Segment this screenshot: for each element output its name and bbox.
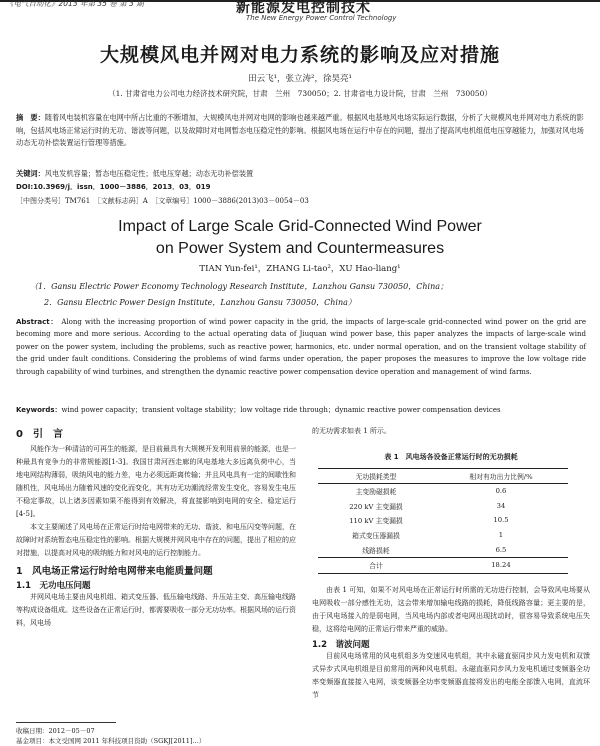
abstract-cn-label: 摘 要： — [16, 113, 45, 122]
column-title-en: The New Energy Power Control Technology — [246, 14, 397, 22]
column-title-cn: 新能源发电控制技术 — [236, 0, 371, 16]
section-1-1-continued: 由表 1 可知，如果不对风电场在正常运行时所需的无功进行控制，会导致风电场要从电网吸收一部分感性无功，这会带来增加输电线路的损耗，降低线路容量；更主要的是，由于风电场接入的是弱电网，当风电场内部或者电网出现扰动时，很容易导致系统电压失稳，这将给电网的正常运行带来严重的威胁。 — [312, 585, 590, 633]
footnote — [16, 726, 205, 746]
footnote-rule — [16, 722, 116, 723]
keywords-en — [16, 405, 586, 415]
affiliations-en — [30, 279, 590, 311]
paper-title-en — [0, 216, 600, 260]
abstract-en-label: Abstract： — [16, 318, 59, 326]
table-header-cell: 相对有功出力比例/% — [434, 469, 568, 484]
abstract-cn — [16, 112, 586, 150]
affiliation-en-1: （1．Gansu Electric Power Economy Technology Research Institute，Lanzhou Gansu 730050，China； — [30, 282, 449, 291]
abstract-en — [16, 316, 586, 378]
table-total-row — [318, 557, 568, 573]
affiliations-cn: （1. 甘肃省电力公司电力经济技术研究院，甘肃 兰州 730050；2. 甘肃省电力设计院，甘肃 兰州 730050） — [108, 89, 492, 98]
section-1-1-paragraph: 并网风电场主要由风电机组、箱式变压器、低压输电线路、升压站主变、高压输电线路等构成设备组成。这些设备在正常运行时，都需要吸收一部分无功功率。根据风场的运行资料，风电场 — [16, 593, 296, 627]
received-date: 收稿日期：2012－05－07 — [16, 727, 95, 735]
table-cell: 110 kV 主变漏损 — [349, 517, 403, 526]
right-column — [312, 425, 590, 702]
section-1-heading: 1 风电场正常运行时给电网带来电能质量问题 — [16, 566, 213, 577]
table-row — [318, 499, 568, 514]
keywords-en-label: Keywords： — [16, 406, 62, 414]
table-header-cell: 无功损耗类型 — [318, 469, 434, 484]
keywords-cn-label: 关键词： — [16, 169, 45, 178]
section-0-paragraph-2: 本文主要阐述了风电场在正常运行时给电网带来的无功、谐波、和电压闪变等问题，在故障时对系统暂态电压稳定性的影响。根据大规模并网风电中存在的问题，提出了相应的应对措施，以提高对风电的吸纳能力和对风电的运行控制能力。 — [16, 523, 296, 557]
abstract-en-text: Along with the increasing proportion of wind power capacity in the grid, the impacts of large-scale grid-connected wind power on the grid are becoming more and more serious. According to the actual operating data of Jiuquan wind power base, this paper analyzes the impacts of large-scale wind power on the power system, including the problems, such as reactive power, harmonics, etc. under normal operation, and on the transient voltage stability of the grid under fault conditions. Considering the problems of wind farms under operation, the paper proposes the measures to improve the low voltage ride through capability of wind turbines, and strengthen the dynamic reactive power compensation device operation and management of wind farms. — [16, 318, 586, 376]
section-1-1-heading: 1.1 无功电压问题 — [16, 581, 91, 591]
paper-title-en-line1: Impact of Large Scale Grid-Connected Wind Power — [118, 218, 482, 235]
table-header-row — [318, 469, 568, 484]
table-cell: 合计 — [318, 557, 434, 573]
table-cell: 10.5 — [493, 516, 509, 525]
table-intro: 的无功需求如表 1 所示。 — [312, 427, 391, 435]
table-1-title: 表 1 风电场各设备正常运行时的无功损耗 — [384, 453, 518, 461]
abstract-cn-text: 随着风电装机容量在电网中所占比重的不断增加，大规模风电并网对电网的影响也越来越严重。根据风电基地风电场实际运行数据，分析了大规模风电并网对电力系统的影响，包括风电场正常运行时的无功、谐波等问题，以及故障时对电网暂态电压稳定性的影响。根据风电场在运行中存在的问题，提出了提高风电机组低电压穿越能力，加强对风电场动态无功补偿装置运行管理等措施。 — [16, 113, 584, 147]
journal-name: 《电气自动化》2013 年第 35 卷 第 3 期 — [6, 0, 144, 8]
authors-en: TIAN Yun-fei¹，ZHANG Li-tao²，XU Hao-liang¹ — [199, 264, 401, 274]
table-1 — [318, 468, 568, 574]
doi: DOI:10.3969/j．issn．1000－3886．2013．03．019 — [16, 183, 211, 191]
table-row — [318, 528, 568, 543]
table-cell: 线路损耗 — [362, 546, 390, 555]
paper-title-cn: 大规模风电并网对电力系统的影响及应对措施 — [99, 44, 500, 66]
table-cell: 6.5 — [495, 545, 507, 554]
section-0-heading: 0 引 言 — [16, 429, 63, 440]
table-cell: 主变励磁损耗 — [355, 488, 397, 497]
table-cell: 18.24 — [434, 557, 568, 573]
table-cell: 220 kV 主变漏损 — [349, 502, 403, 511]
left-column — [16, 425, 296, 630]
section-1-2-heading: 1.2 谐波问题 — [312, 639, 370, 650]
keywords-cn — [16, 168, 586, 181]
affiliation-en-2: 2．Gansu Electric Power Design Institute，Lanzhou Gansu 730050，China） — [44, 298, 356, 307]
section-0-paragraph-1: 风能作为一种清洁的可再生的能源，是目前最具有大规模开发利用前景的能源，也是一种最具有竞争力的非常规能源[1-3]。我国甘肃河西走廊的风电基地大多远离负荷中心，当地电网结构薄弱，吸纳风电的能力差，电力必须远距离传输；并且风电具有一定的间歇性和随机性，风电场出力随着风速的变化而变化，其有功无功潮流经常发生变化，容易发生电压不稳定事故，以上诸多因素如果不能得到有效解决，将直接影响到电网的安全、稳定运行[4-5]。 — [16, 445, 296, 518]
fund-note: 基金项目：本文受国网 2011 年科技项目资助（SGKJ[2011]…） — [16, 737, 206, 745]
section-1-2-paragraph: 目前风电场常用的风电机组多为变速风电机组，其中永磁直驱同步风力发电机和双馈式异步式风电机组是目前常用的两种风电机组。永磁直驱同步风力发电机通过变频器全功率变频器直接接入电网，该变频器全功率变频器直接将发出的电能全部馈入电网，直流环节 — [312, 651, 590, 699]
table-cell: 34 — [496, 501, 506, 510]
table-row — [318, 513, 568, 528]
authors-cn: 田云飞¹，张立涛²，徐昊亮¹ — [248, 74, 352, 84]
table-cell: 0.6 — [495, 487, 507, 496]
table-row — [318, 542, 568, 557]
keywords-en-text: wind power capacity；transient voltage stability；low voltage ride through；dynamic reactive power compensation devices — [61, 406, 501, 414]
classification-codes: ［中图分类号］TM761 ［文献标志码］A ［文章编号］1000－3886(2013)03－0054－03 — [16, 197, 309, 205]
paper-title-en-line2: on Power System and Countermeasures — [155, 240, 445, 257]
table-cell: 箱式变压器漏损 — [352, 532, 400, 541]
table-cell: 1 — [498, 531, 504, 540]
keywords-cn-text: 风电发机容量；暂态电压稳定性；低电压穿越；动态无功补偿装置 — [44, 169, 254, 178]
table-row — [318, 484, 568, 499]
